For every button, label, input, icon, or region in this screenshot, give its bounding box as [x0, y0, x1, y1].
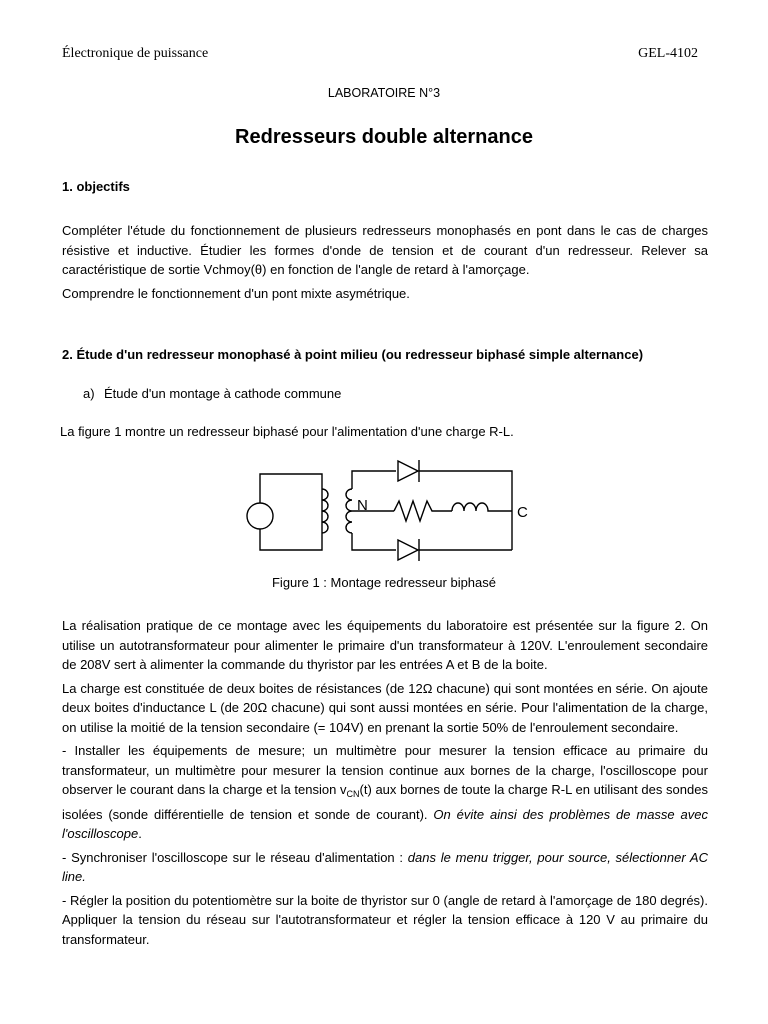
- subsection-a-title: Étude d'un montage à cathode commune: [104, 386, 342, 401]
- sync-note: dans le menu trigger, pour source, sélectionner AC line.: [62, 849, 708, 884]
- load-paragraph: La charge est constituée de deux boites de résistances (de 12Ω chacune) qui sont montées en série. On ajoute deux boites d'inductance L (de 20Ω chacune) qui sont aussi montées en série. Pour l'alimentation de la charge, on utilise la moitié de la tension secondaire (= 104V) en prenant la sortie 50% de l'enroulement secondaire.: [62, 680, 708, 735]
- secondary-coil: [346, 489, 352, 533]
- potentiometer-paragraph: - Régler la position du potentiomètre sur la boite de thyristor sur 0 (angle de retard à l'amorçage de 180 degrés). Appliquer la tension du réseau sur l'autotransformateur et régler la tension efficace à 120 V au primaire du transformateur.: [62, 892, 708, 947]
- bottom-wire: [352, 533, 512, 550]
- measurement-paragraph: [62, 741, 708, 844]
- header-course-name: Électronique de puissance: [62, 46, 209, 61]
- lab-setup-paragraph: La réalisation pratique de ce montage avec les équipements du laboratoire est présentée sur la figure 2. On utilise un autotransformateur pour alimenter le primaire d'un transformateur à 120V. L'enroulement secondaire de 208V sert à alimenter la commande du thyristor par les entrées A et B de la boite.: [62, 618, 708, 672]
- section-1-heading: 1. objectifs: [62, 179, 130, 194]
- source-wire: [260, 474, 322, 550]
- diode-top-icon: [398, 460, 419, 482]
- page-title: Redresseurs double alternance: [235, 126, 533, 148]
- node-n-label: N: [357, 497, 368, 514]
- sync-text: - Synchroniser l'oscilloscope sur le réseau d'alimentation :: [62, 849, 408, 865]
- ac-source-icon: [247, 503, 273, 529]
- header-course-code: GEL-4102: [638, 46, 698, 61]
- node-c-label: C: [517, 504, 528, 521]
- measurement-text-start: - Installer les équipements de mesure; un multimètre pour mesurer la tension efficace au primaire du transformateur, un multimètre pour mesurer la tension continue aux bornes de la charge, l'oscilloscope pour observer le courant dans la charge et la tension v: [62, 743, 708, 797]
- section-2-body: [62, 616, 708, 949]
- diode-bottom-icon: [398, 539, 419, 561]
- inductor-symbol: [452, 503, 512, 511]
- figure-intro: La figure 1 montre un redresseur biphasé pour l'alimentation d'une charge R-L.: [60, 424, 514, 439]
- measurement-text-end: .: [138, 826, 142, 841]
- objectives-paragraph: Compléter l'étude du fonctionnement de plusieurs redresseurs monophasés en pont dans le cas de charges résistive et inductive. Étudier les formes d'onde de tension et de courant d'un redresseur. Relever sa caractéristique de sortie Vchmoy(θ) en fonction de l'angle de retard à l'amorçage.: [62, 223, 708, 277]
- sync-paragraph: [62, 848, 708, 887]
- resistor-symbol: [394, 501, 452, 521]
- primary-coil: [322, 489, 328, 533]
- subsection-a-marker: a): [83, 386, 95, 401]
- lab-number: LABORATOIRE N°3: [327, 86, 441, 100]
- measurement-note: On évite ainsi des problèmes de masse avec l'oscilloscope: [62, 806, 708, 841]
- measurement-text-mid: (t) aux bornes de toute la charge R-L en utilisant des sondes isolées (sonde différentielle de tension et sonde de courant).: [62, 782, 708, 822]
- figure-caption: Figure 1 : Montage redresseur biphasé: [271, 575, 496, 590]
- objectives-paragraph-2: Comprendre le fonctionnement d'un pont mixte asymétrique.: [62, 285, 410, 301]
- measurement-subscript: CN: [346, 789, 360, 799]
- section-2-heading: 2. Étude d'un redresseur monophasé à point milieu (ou redresseur biphasé simple alternance): [62, 347, 644, 362]
